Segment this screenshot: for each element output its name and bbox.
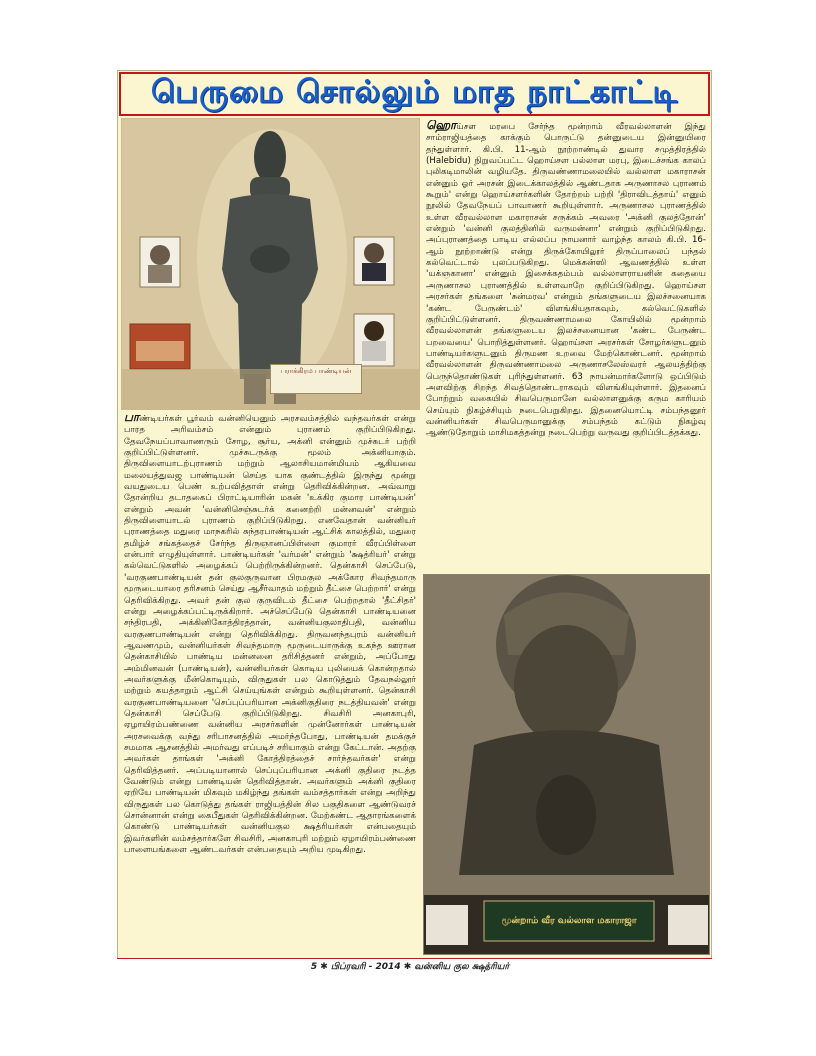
left-article-lead: பா [124, 412, 140, 424]
vallala-statue-photo [423, 574, 710, 955]
pandya-statue-photo [121, 118, 420, 410]
right-article-lead: ஹொ [426, 120, 457, 132]
pandya-photo-caption-text: பராக்கிரம பாண்டியன் [280, 367, 352, 375]
left-article-column [124, 412, 416, 955]
page-footer: 5 ✱ பிப்ரவரி - 2014 ✱ வன்னிய குல க்ஷத்ரியர் [310, 962, 510, 972]
right-article-paragraph [426, 120, 706, 440]
vallala-statue-image [424, 575, 709, 954]
footer-rule [117, 958, 712, 959]
right-article-text: ய்சள மரபை சேர்ந்த மூன்றாம் வீரவல்லாளன் இந்து சாம்ராஜியத்தை காக்கும் பொருட்டு தன்னுடைய இன்னுயிரை தந்துள்ளார். கி.பி. 11-ஆம் நூற்றாண்டில் துவார சமுத்திரத்தில் (Halebidu) நிறுவப்பட்ட ஹொய்சள பல்லாள மரபு, இடைச்சங்க காலப் புலிகடிமாலின் வழியதே. திருவண்ணாமலையில் வல்லாள மகாராசன் என்னும் ஓர் அரசன் இடைக்காலத்தில் ஆண்டதாக அருணாசல புராணம் கூறும்' என்று ஹொய்சளர்களின் தோற்றம் பற்றி 'திராவிடத்தாய்' எனும் நூலில் தேவநேயப் பாவாணர் கூறியுள்ளார். அருணாசல புராணத்தில் உள்ள வீரவல்லாள மகாராசன் சருக்கம் அவரை 'அக்னி குலத்தோன்' என்றும் 'வன்னி குலத்தினில் வருமன்னா' என்றும் குறிப்பிடுகிறது. அப்புராணத்தை பாடிய எல்லப்ப நாயனார் வாழ்ந்த காலம் கி.பி. 16-ஆம் நூற்றாண்டு என்று திருக்கோயிலூர் திருப்பாலைப் பந்தல் கல்வெட்டால் புலப்படுகிறது. மெக்கன்ஸி ஆவணத்தில் உள்ள 'யக்ஞகானா' என்னும் இசைக்கதம்பம் வல்லாளராயனின் கதையை அருணாசல புராணத்தில் உள்ளவாறே குறிப்பிடுகிறது. ஹொய்சள அரசர்கள் தங்களை 'சுன்மரவ' என்றும் தங்களுடைய இலச்சனையாக 'கண்ட பேருண்டம்' விளங்கியதாகவும், கல்வெட்டுகளில் குறிப்பிட்டுள்ளனர். திருவண்ணாமலை கோயிலில் மூன்றாம் வீரவல்லாளன் தங்களுடைய இலச்சனையான 'கண்ட பேருண்ட பறவையை' பொறித்துள்ளனர். ஹொய்சள அரசர்கள் சோழர்களுடனும் பாண்டியர்களுடனும் திருமண உறவை மேற்கொண்டனர். மூன்றாம் வீரவல்லாளன் திருவண்ணாமலை அருணாசலேஸ்வரர் ஆலயத்திற்கு பெருந்தொண்டுகள் புரிந்துள்ளனர். 63 நாயன்மார்களோடு ஒப்பிடும் அளவிற்கு சிறந்த சிவத்தொண்டராகவும் விளங்கியுள்ளார். இதனைப் போற்றும் வகையில் சிவபெருமானே வல்லாளனுக்கு கரும காரியம் செய்யும் நிகழ்ச்சியும் நடைபெறுகிறது. இதனையொட்டி சம்பந்தனூர் வன்னியர்கள் சிவபெருமானுக்கு சம்பந்தம் கட்டும் நிகழ்வு ஆண்டுதோறும் மாசிமகத்தன்று நடைபெற்று வருவது குறிப்பிடத்தக்கது. [426, 122, 706, 439]
right-article-column [426, 120, 706, 570]
left-article-text: ண்டியர்கள் பூர்வம் வன்னியெனும் அரசவம்சத்தில் வந்தவர்கள் என்று பாரத அரிவம்சம் என்னும் புராணம் குறிப்பிடுகிறது. தேவநேயப்பாவாணரும் சோழ, சூர்ய, அக்னி என்னும் முச்சுடர் பற்றி குறிப்பிட்டுள்ளனர். முச்சுடருக்கு மூலம் அக்னியாகும். திருவிளையாடற்புராணம் மற்றும் ஆலாசியமான்மியம் ஆகியவை மலையத்துவஜ பாண்டியன் செய்த யாக குண்டத்தில் இருந்து மூன்று வயதுடைய பெண் உற்பவித்தாள் என்று தெரிவிக்கின்றன. அவ்வாறு தோன்றிய தடாதகைப் பிராட்டியாரின் மகன் 'உக்கிர குமார பாண்டியன்' என்றும் அவன் 'வன்னிசெஞ்சுடர்க் கனைற்றி மன்னவன்' என்றும் திருவிளையாடல் புராணம் குறிப்பிடுகிறது. எனவேதான் வன்னியர் புராணத்தை மதுரை மாநகரில் சுந்தரபாண்டியன் ஆட்சிக் காலத்தில், மதுரை தமிழ்ச் சங்கத்தைச் சேர்ந்த திருஞானப்பிள்ளை குமாரர் வீரப்பிள்ளை என்பார் எழுதியுள்ளார். பாண்டியர்கள் 'வர்மன்' என்றும் 'க்ஷத்ரியர்' என்று கல்வெட்டுகளில் அழைக்கப் பெற்றிருக்கின்றனர். தென்காசி செப்பேடு, 'வரகுணபாண்டியன் தன் குலகுருவான பிரமகுல அக்கோர சிவந்தமாரு மூருடையாரை தரிசனம் செய்து ஆசீர்வாதம் மற்றும் தீட்சை பெற்றார்' என்று தெரிவிக்கிறது. அவர் தன் குல குருவிடம் தீட்சை பெற்றதால் 'தீட்சிதர்' என்று அழைக்கப்பட்டிருக்கிறார். அச்செப்பேடு தென்காசி பாண்டியனை சந்திரபதி, அக்கினிகோத்திரத்தான், வன்னியகுலாதிபதி, வன்னிய வரகுணபாண்டியன் என்று தெரிவிக்கிறது. திருவனந்தபுரம் வன்னியர் ஆவணமும், வன்னியர்கள் சிவந்தமாரு மூருடையாருக்கு உகந்த ஊரான தென்காசியில் பாண்டிய மன்னனை தரிசித்தனர் என்றும், அப்போது அம்மினவன் (பாண்டியன்), வன்னியர்கள் கொடிய புலியைக் கொன்றதால் அவர்களுக்கு மீன்கொடியும், விருதுகள் பல கொடுத்தும் தேவநல்லூர் மற்றும் கயத்தாறும் ஆட்சி செய்யுங்கள் என்றும் கூறியுள்ளனர். தென்காசி வரகுணபாண்டியனை 'செப்புப்பரியான அக்னிகுதிரை நடத்தியவன்' என்று தென்காசி செப்பேடு குறிப்பிடுகிறது. சிவசிரி அனகாபுரி, ஏழாயிரம்பண்ணை வன்னிய அரசர்களின் முன்னோர்கள் பாண்டியன் அரசவைக்கு வந்து சரிபாசனத்தில் அமர்ந்தபோது, பாண்டியன் தமக்குச் சமமாக ஆசனத்தில் அமர்வது எப்படிச் சரியாகும் என்று கேட்டான். அதற்கு அவர்கள் தாங்கள் 'அக்னி கோத்திரத்தைச் சார்ந்தவர்கள்' என்று தெரிவித்தனர். அப்படியானால் செப்புப்பரியான அக்னி குதிரை நடத்த வேண்டும் என்று பாண்டியன் தெரிவித்தான். அவர்களும் அக்னி குதிரை ஏறியே பாண்டியன் மிகவும் மகிழ்ந்து தங்கள் வம்சத்தார்கள் என்று அறிந்து விருதுகள் பல கொடுத்து தங்கள் ராஜியத்தின் சில பகுதிகளை ஆண்டுவரச் சொன்னான் என்று கைபீதுகள் தெரிவிக்கின்றன. மேற்கண்ட ஆதாரங்களைக் கொண்டு பாண்டியர்கள் வன்னியகுல க்ஷத்ரியர்கள் என்பதையும் இவர்களின் வம்சத்தார்களே சிவசிரி, அனகாபுரி மற்றும் ஏழாயிரம்பண்ணை பாளையங்களை ஆண்டவர்கள் என்பதையும் அறிய முடிகிறது. [124, 414, 416, 856]
page-title: பெருமை சொல்லும் மாத நாட்காட்டி [150, 74, 679, 110]
vallala-photo-caption-text: மூன்றாம் வீர வல்லாள மகாராஜா [501, 916, 637, 926]
pandya-photo-caption [270, 364, 362, 394]
vallala-photo-caption [484, 901, 654, 941]
left-article-paragraph [124, 412, 416, 856]
title-banner [119, 72, 710, 116]
